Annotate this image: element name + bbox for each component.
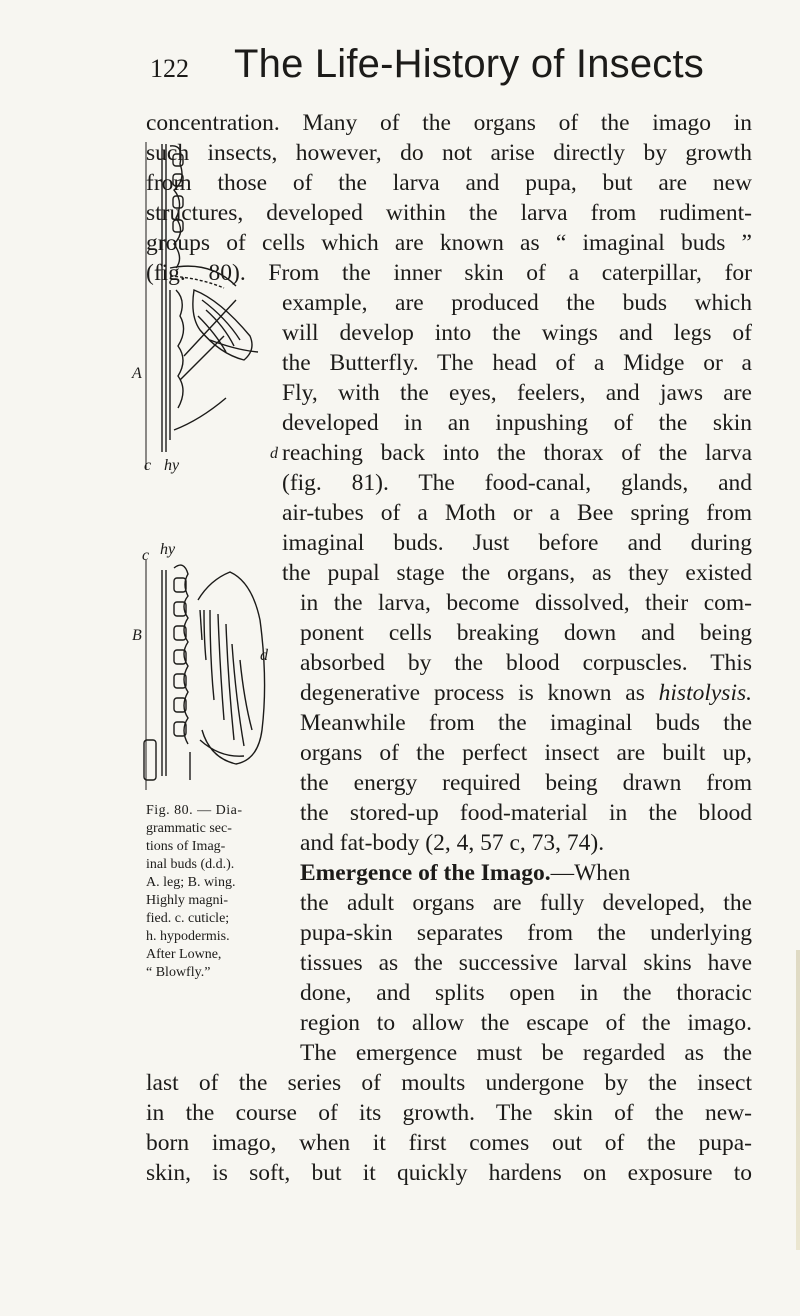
caption-line: grammatic sec-	[146, 821, 232, 836]
text-line: groups of cells which are known as “ imaginal buds ”	[146, 230, 752, 256]
text-line: the energy required being drawn from	[300, 770, 752, 796]
text-line: in the course of its growth. The skin of the new-	[146, 1100, 752, 1126]
text-fragment: degenerative process is known as	[300, 680, 645, 706]
figure-label-hy-B: hy	[160, 541, 176, 558]
figure-caption	[146, 802, 294, 982]
text-line: example, are produced the buds which	[282, 290, 752, 316]
page-edge-stain	[796, 950, 800, 1250]
caption-line: A. leg; B. wing.	[146, 875, 236, 890]
text-line: pupa-skin separates from the underlying	[300, 920, 752, 946]
caption-line: “ Blowfly.”	[146, 965, 211, 980]
text-line: (fig. 81). The food-canal, glands, and	[282, 470, 752, 496]
running-title: The Life-History of Insects	[234, 42, 705, 86]
text-line: region to allow the escape of the imago.	[300, 1010, 752, 1036]
figure-label-c-A: c	[144, 457, 152, 474]
text-line: the pupal stage the organs, as they existed	[282, 560, 752, 586]
caption-line: h. hypodermis.	[146, 929, 230, 944]
text-line	[300, 677, 752, 709]
text-line: in the larva, become dissolved, their com-	[300, 590, 752, 616]
text-line: tissues as the successive larval skins have	[300, 950, 752, 976]
text-line: the adult organs are fully developed, the	[300, 890, 752, 916]
figure-label-hy-A: hy	[164, 457, 180, 474]
text-line: last of the series of moults undergone by the insect	[146, 1070, 752, 1096]
caption-line: After Lowne,	[146, 947, 222, 962]
text-line: developed in an inpushing of the skin	[282, 410, 752, 436]
text-line: and fat-body (2, 4, 57 c, 73, 74).	[300, 830, 605, 856]
heading-tail: —When	[550, 860, 631, 886]
section-heading: Emergence of the Imago.	[300, 860, 551, 886]
text-line: reaching back into the thorax of the larva	[282, 440, 752, 466]
figure-label-d-A: d	[270, 445, 278, 462]
text-line: will develop into the wings and legs of	[282, 320, 752, 346]
caption-line: tions of Imag-	[146, 839, 226, 854]
caption-line: inal buds (d.d.).	[146, 857, 235, 872]
figure-label-d-B: d	[260, 647, 268, 664]
figure-label-A: A	[132, 365, 142, 382]
text-line: concentration. Many of the organs of the imago in	[146, 110, 752, 136]
text-line: (fig. 80). From the inner skin of a caterpillar, for	[146, 260, 752, 286]
text-line: from those of the larva and pupa, but are new	[146, 170, 752, 196]
caption-line: Fig. 80. — Dia-	[146, 803, 243, 818]
text-line: Fly, with the eyes, feelers, and jaws are	[282, 380, 752, 406]
text-line: structures, developed within the larva from rudiment-	[146, 200, 752, 226]
text-line: Meanwhile from the imaginal buds the	[300, 710, 752, 736]
page-number: 122	[150, 54, 189, 83]
page-header	[150, 38, 760, 90]
text-line: such insects, however, do not arise directly by growth	[146, 140, 752, 166]
text-line: the Butterfly. The head of a Midge or a	[282, 350, 752, 376]
text-line: absorbed by the blood corpuscles. This	[300, 650, 752, 676]
caption-line: fied. c. cuticle;	[146, 911, 230, 926]
text-line: organs of the perfect insect are built up,	[300, 740, 752, 766]
text-line: ponent cells breaking down and being	[300, 620, 752, 646]
section-heading-line	[300, 857, 752, 889]
figure-80-illustration	[132, 140, 288, 795]
figure-label-B: B	[132, 627, 142, 644]
text-line: skin, is soft, but it quickly hardens on exposure to	[146, 1160, 752, 1186]
italic-term: histolysis.	[658, 680, 752, 706]
text-line: done, and splits open in the thoracic	[300, 980, 752, 1006]
text-line: the stored-up food-material in the blood	[300, 800, 752, 826]
text-line: imaginal buds. Just before and during	[282, 530, 752, 556]
text-line: born imago, when it first comes out of the pupa-	[146, 1130, 752, 1156]
text-line: The emergence must be regarded as the	[300, 1040, 752, 1066]
caption-line: Highly magni-	[146, 893, 229, 908]
figure-label-c-B: c	[142, 547, 150, 564]
text-line: air-tubes of a Moth or a Bee spring from	[282, 500, 752, 526]
